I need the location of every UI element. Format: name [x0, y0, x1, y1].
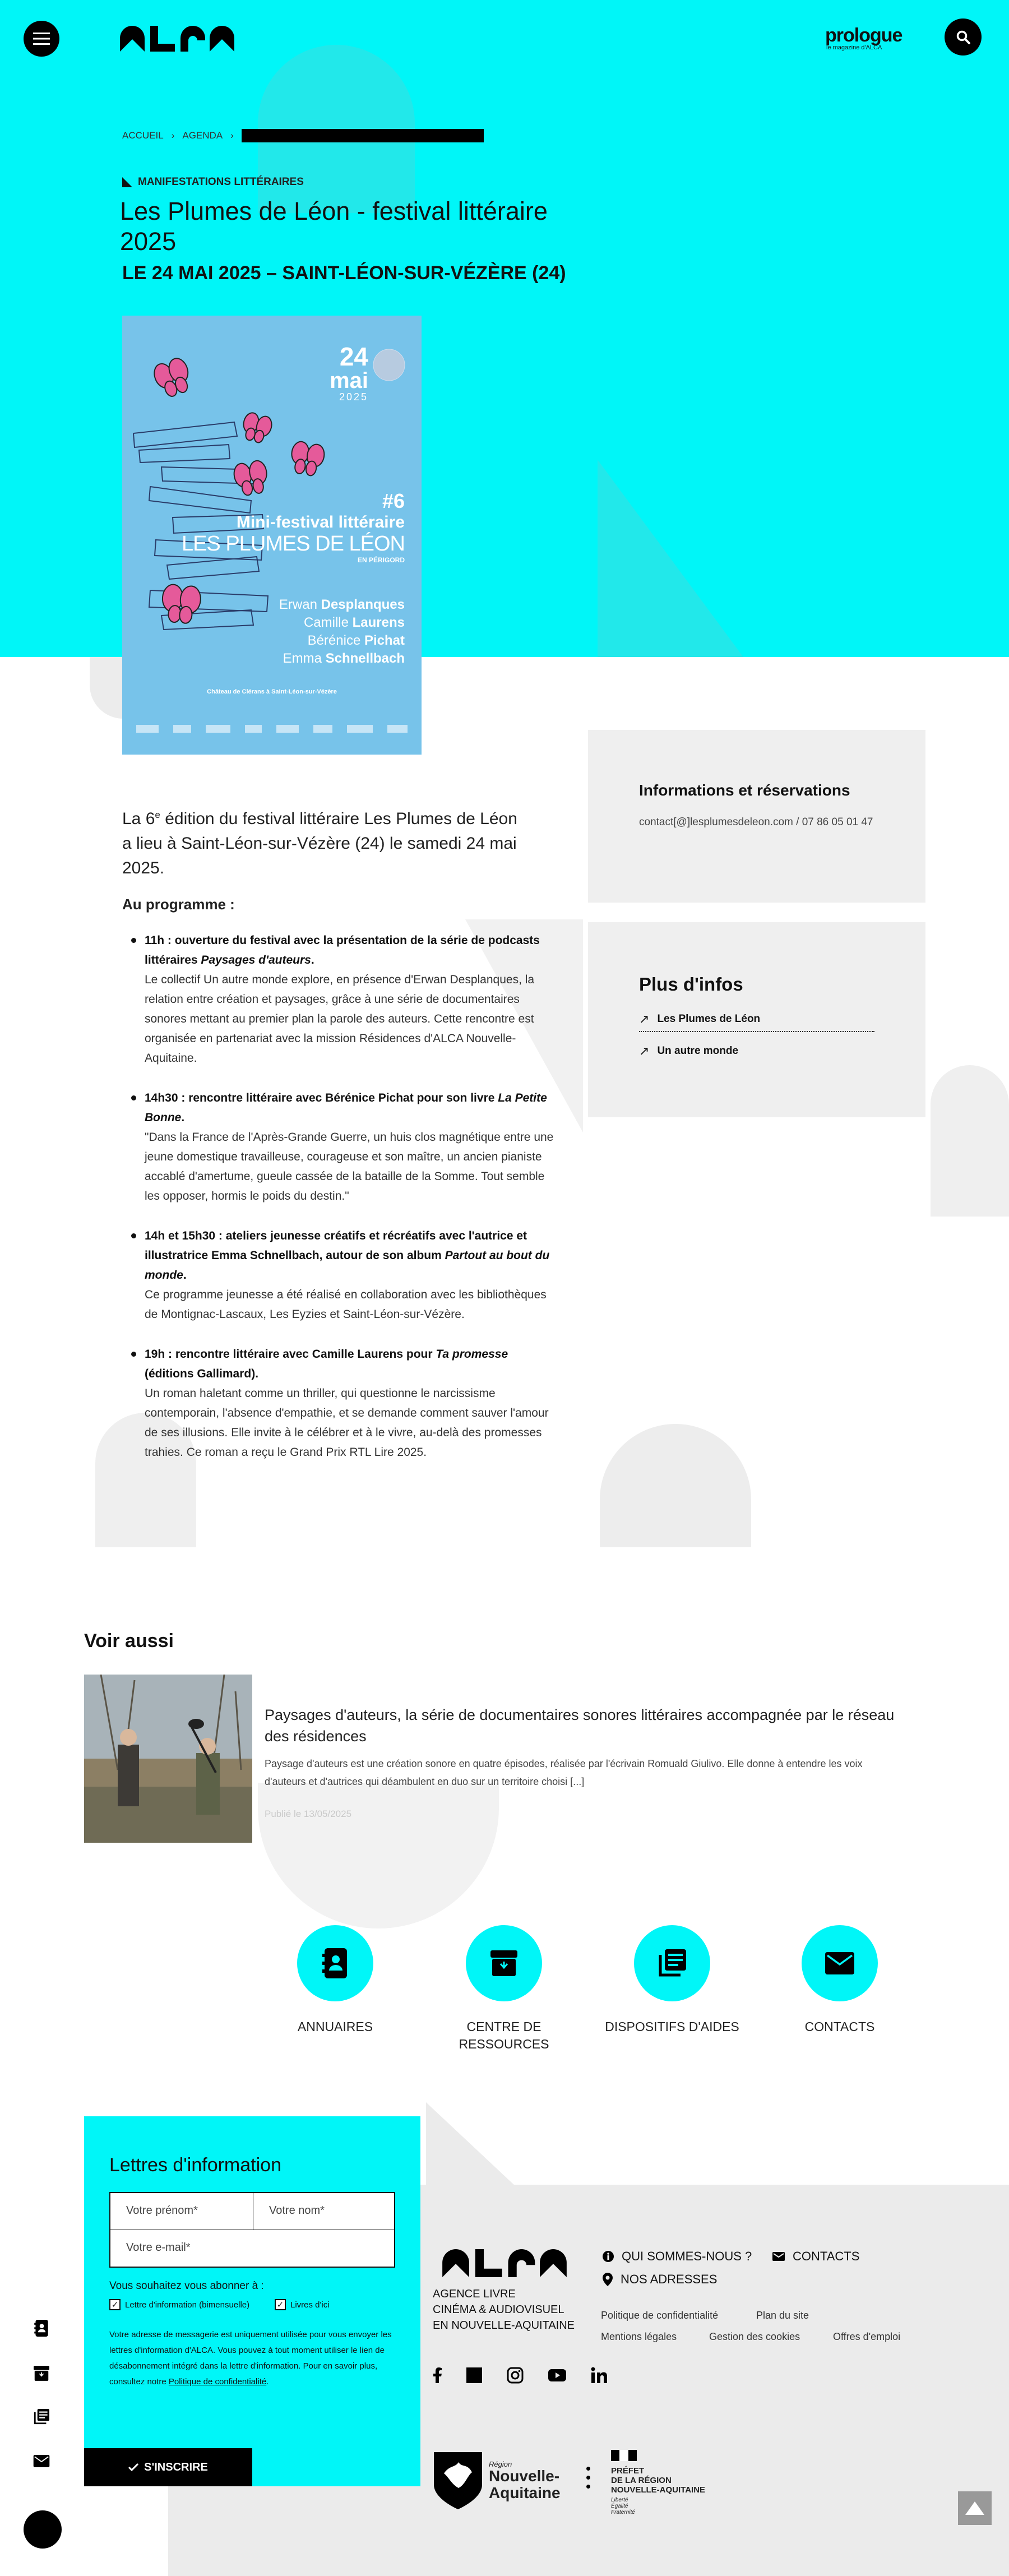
- prefet-logo[interactable]: [611, 2450, 705, 2515]
- programme-item-text: Le collectif Un autre monde explore, en présence d'Erwan Desplanques, la relation entre création et paysages, grâce à une série de documentaires sonores mettant au premier plan la parole des auteurs. Cette rencontre est organisée en partenariat avec la mission Résidences d'ALCA Nouvelle-Aquitaine.: [145, 973, 535, 1065]
- poster-author-last: Schnellbach: [325, 651, 405, 666]
- devise-line: Égalité: [611, 2503, 628, 2509]
- tile-label: DISPOSITIFS D'AIDES: [605, 2019, 739, 2034]
- programme-item-title: [145, 1229, 549, 1282]
- tagline-line: CINÉMA & AUDIOVISUEL: [433, 2304, 564, 2316]
- prologue-wordmark: prologue: [825, 25, 902, 46]
- linkedin-icon[interactable]: [591, 2367, 608, 2384]
- privacy-policy-link[interactable]: Politique de confidentialité: [168, 2377, 267, 2387]
- devise: [611, 2497, 705, 2515]
- footer-alca-logo[interactable]: [433, 2249, 576, 2277]
- programme-item-text: Un roman haletant comme un thriller, qui questionne le narcissisme contemporain, l'absence d'empathie, et se demande comment sauver l'amour de ses illusions. Elle invite à le célébrer et à le vivre, au-delà des promesses trahies. Ce roman a reçu le Grand Prix RTL Lire 2025.: [145, 1387, 549, 1459]
- checkbox-checked-icon: ✓: [275, 2299, 286, 2310]
- tile-circle: [634, 1925, 710, 2001]
- marianne-flag-icon: [611, 2450, 637, 2461]
- last-name-input[interactable]: Votre nom*: [253, 2193, 394, 2230]
- prefet-line: NOUVELLE-AQUITAINE: [611, 2485, 706, 2495]
- poster-author-first: Camille: [303, 615, 349, 630]
- poster-year: 2025: [339, 391, 368, 403]
- floating-round-button[interactable]: [24, 2510, 62, 2549]
- see-also-date: Publié le 13/05/2025: [265, 1809, 352, 1819]
- poster-heading: [182, 489, 405, 564]
- hamburger-menu-icon: [33, 33, 50, 45]
- see-also-title[interactable]: Paysages d'auteurs, la série de documentaires sonores littéraires accompagnée par le réseau des résidences: [265, 1706, 895, 1745]
- checkmark-icon: [128, 2463, 138, 2471]
- floating-aides-button[interactable]: [33, 2408, 50, 2426]
- intro-text: édition du festival littéraire Les Plumes de Léon a lieu à Saint-Léon-sur-Vézère (24) le samedi 24 mai 2025.: [122, 810, 517, 877]
- footer-sitemap-link[interactable]: Plan du site: [756, 2310, 809, 2321]
- footer-cookies-link[interactable]: Gestion des cookies: [709, 2331, 800, 2342]
- tile-centre-ressources[interactable]: [437, 1925, 571, 2053]
- footer-link-label: QUI SOMMES-NOUS ?: [622, 2249, 752, 2263]
- tile-circle: [466, 1925, 542, 2001]
- see-also-description: Paysage d'auteurs est une création sonore en quatre épisodes, réalisée par l'écrivain Romuald Giulivo. Elle donne à entendre les voix d'auteurs et d'autrices qui déambulent en duo sur un territoire choisi [...]: [265, 1758, 863, 1787]
- programme-item: [145, 1226, 554, 1324]
- arrow-up-right-icon: ↗: [639, 1012, 650, 1026]
- poster-month: mai: [330, 368, 368, 393]
- map-pin-icon: [603, 2273, 613, 2286]
- programme-time-text: 14h30 : rencontre littéraire avec Bérénice Pichat pour son livre: [145, 1092, 498, 1104]
- documents-icon: [34, 2409, 49, 2425]
- event-poster: [122, 316, 422, 755]
- alca-logo[interactable]: [120, 26, 234, 52]
- programme-work-title: La Petite Bonne: [145, 1092, 547, 1124]
- triangle-icon: [122, 177, 132, 187]
- programme-work-title: Paysages d'auteurs: [201, 954, 311, 966]
- footer-jobs-link[interactable]: Offres d'emploi: [833, 2331, 901, 2342]
- programme-item-text: Ce programme jeunesse a été réalisé en collaboration avec les bibliothèques de Montignac-Lascaux, Les Eyzies et Saint-Léon-sur-Vézère.: [145, 1288, 547, 1321]
- link-plumes-de-leon[interactable]: [639, 1007, 874, 1032]
- breadcrumb-home[interactable]: ACCUEIL: [122, 130, 164, 141]
- x-twitter-icon[interactable]: [466, 2367, 482, 2383]
- envelope-icon: [33, 2455, 50, 2467]
- poster-date: [330, 344, 368, 402]
- devise-line: Liberté: [611, 2497, 628, 2503]
- region-nouvelle-aquitaine-logo[interactable]: [433, 2451, 561, 2510]
- region-text: [489, 2461, 561, 2501]
- social-links: [433, 2367, 608, 2384]
- programme-item-title: [145, 1348, 508, 1380]
- programme-time-text: 14h et 15h30 : ateliers jeunesse créatifs et récréatifs avec l'autrice et illustratrice Emma Schnellbach, autour de son album: [145, 1229, 527, 1262]
- arrow-up-icon: [965, 2501, 984, 2515]
- poster-line1: Mini-festival littéraire: [236, 513, 405, 531]
- programme-title-end: .: [181, 1111, 185, 1124]
- footer-addresses-link[interactable]: [603, 2272, 717, 2287]
- logos-separator: [586, 2467, 590, 2489]
- programme-work-title: Ta promesse: [436, 1348, 508, 1361]
- decorative-shape: [600, 1424, 751, 1547]
- checkbox-label: Livres d'ici: [290, 2300, 330, 2310]
- poster-edition: #6: [382, 489, 405, 512]
- back-to-top-button[interactable]: [958, 2491, 992, 2525]
- newsletter-heading: Lettres d'information: [109, 2154, 281, 2176]
- prologue-logo[interactable]: [825, 25, 902, 51]
- archive-box-icon: [490, 1950, 517, 1976]
- decorative-shape: [426, 2102, 516, 2186]
- poster-author-first: Bérénice: [307, 633, 361, 648]
- checkbox-label: Lettre d'information (bimensuelle): [125, 2300, 250, 2310]
- floating-ressources-button[interactable]: [33, 2364, 50, 2382]
- checkbox-checked-icon: ✓: [109, 2299, 121, 2310]
- checkbox-livres-dici[interactable]: [275, 2299, 330, 2310]
- legal-text-end: .: [266, 2377, 269, 2387]
- info-contact: contact[@]lesplumesdeleon.com / 07 86 05 01 47: [639, 816, 873, 828]
- prefet-text: [611, 2466, 705, 2495]
- intro-text: La 6: [122, 810, 155, 828]
- poster-line2: LES PLUMES DE LÉON: [181, 532, 405, 556]
- tile-label: CENTRE DE RESSOURCES: [459, 2019, 549, 2051]
- decorative-shape: [931, 1065, 1009, 1217]
- poster-author-last: Desplanques: [321, 597, 405, 612]
- footer-privacy-link[interactable]: Politique de confidentialité: [601, 2310, 719, 2321]
- prologue-tagline: le magazine d'ALCA: [826, 44, 882, 51]
- event-category: [122, 176, 304, 188]
- subscribe-label: S'INSCRIRE: [144, 2461, 208, 2473]
- info-box: [588, 730, 925, 903]
- info-icon: [603, 2251, 614, 2262]
- newsletter-form: [109, 2192, 395, 2268]
- footer-link-label: CONTACTS: [793, 2249, 860, 2263]
- link-un-autre-monde[interactable]: [639, 1039, 874, 1063]
- programme-item-title: [145, 1092, 547, 1124]
- newsletter-box: [84, 2116, 420, 2486]
- see-also-heading: Voir aussi: [84, 1630, 174, 1652]
- info-title: Informations et réservations: [639, 781, 850, 799]
- intro-sup: e: [155, 810, 160, 820]
- region-small: Région: [489, 2459, 512, 2468]
- footer-tagline: [433, 2286, 575, 2333]
- programme-list: [145, 931, 554, 1482]
- programme-item-title: [145, 934, 540, 966]
- poster-author-last: Laurens: [352, 615, 405, 630]
- event-intro: [122, 803, 526, 881]
- tile-annuaires[interactable]: [268, 1925, 402, 2036]
- floating-contacts-button[interactable]: [33, 2452, 50, 2470]
- footer-about-link[interactable]: [603, 2249, 752, 2264]
- region-shield-icon: [433, 2451, 483, 2510]
- tile-contacts[interactable]: [772, 1925, 907, 2036]
- checkbox-newsletter[interactable]: [109, 2299, 249, 2310]
- tile-circle: [802, 1925, 878, 2001]
- address-book-icon: [322, 1948, 348, 1978]
- devise-line: Fraternité: [611, 2509, 635, 2515]
- breadcrumb-current-redacted: [242, 129, 484, 142]
- footer-legal-link[interactable]: Mentions légales: [601, 2331, 677, 2342]
- youtube-icon[interactable]: [548, 2369, 566, 2381]
- link-label: Les Plumes de Léon: [657, 1013, 761, 1025]
- programme-item: [145, 1344, 554, 1462]
- programme-work-title: Partout au bout du monde: [145, 1249, 550, 1282]
- poster-line3: EN PÉRIGORD: [357, 556, 405, 564]
- facebook-icon[interactable]: [433, 2367, 442, 2383]
- chevron-right-icon: ›: [230, 130, 234, 141]
- subscribe-button[interactable]: [84, 2448, 252, 2486]
- programme-heading: Au programme :: [122, 896, 235, 913]
- legal-text: Votre adresse de messagerie est uniquement utilisée pour vous envoyer les lettres d'information d'ALCA. Vous pouvez à tout moment utiliser le lien de désabonnement intégré dans la lettre d'information. Pour en savoir plus, consultez notre: [109, 2330, 392, 2387]
- poster-author-first: Erwan: [279, 597, 317, 612]
- menu-button[interactable]: [24, 21, 59, 57]
- instagram-icon[interactable]: [507, 2367, 524, 2384]
- tile-label: CONTACTS: [804, 2019, 875, 2034]
- breadcrumb: [122, 129, 484, 142]
- tile-label: ANNUAIRES: [297, 2019, 373, 2034]
- tagline-line: AGENCE LIVRE: [433, 2288, 516, 2300]
- see-also-photo[interactable]: [84, 1675, 252, 1843]
- programme-item: [145, 1088, 554, 1206]
- tile-dispositifs-aides[interactable]: [605, 1925, 739, 2036]
- chevron-right-icon: ›: [171, 130, 175, 141]
- programme-title-end: .: [183, 1269, 187, 1282]
- address-book-icon: [34, 2320, 49, 2337]
- poster-venue: Château de Clérans à Saint-Léon-sur-Vézère: [207, 688, 337, 695]
- link-label: Un autre monde: [657, 1045, 739, 1057]
- region-name: Aquitaine: [489, 2483, 561, 2501]
- more-info-title: Plus d'infos: [639, 974, 743, 995]
- envelope-icon: [825, 1952, 854, 1974]
- footer-link-label: NOS ADRESSES: [621, 2272, 718, 2286]
- newsletter-ask: Vous souhaitez vous abonner à :: [109, 2280, 264, 2292]
- breadcrumb-agenda[interactable]: AGENDA: [182, 130, 223, 141]
- email-input[interactable]: Votre e-mail*: [126, 2241, 191, 2254]
- search-icon: [956, 30, 970, 44]
- first-name-input[interactable]: Votre prénom*: [110, 2193, 253, 2230]
- programme-time-text: 19h : rencontre littéraire avec Camille Laurens pour: [145, 1348, 436, 1361]
- programme-time-text: 11h : ouverture du festival avec la présentation de la série de podcasts littéraires: [145, 934, 540, 966]
- search-button[interactable]: [945, 19, 982, 56]
- floating-annuaires-button[interactable]: [33, 2319, 50, 2337]
- poster-author-last: Pichat: [364, 633, 405, 648]
- envelope-icon: [772, 2252, 785, 2261]
- programme-item: [145, 931, 554, 1068]
- arrow-up-right-icon: ↗: [639, 1044, 650, 1058]
- tagline-line: EN NOUVELLE-AQUITAINE: [433, 2319, 575, 2332]
- tile-circle: [297, 1925, 373, 2001]
- poster-authors: [279, 596, 405, 668]
- programme-title-end: .: [311, 954, 314, 966]
- poster-partner-logos: [136, 725, 408, 736]
- event-date-place: LE 24 MAI 2025 – SAINT-LÉON-SUR-VÉZÈRE (24): [122, 262, 566, 284]
- poster-author-first: Emma: [283, 651, 322, 666]
- archive-box-icon: [34, 2366, 49, 2381]
- prefet-line: PRÉFET: [611, 2466, 645, 2476]
- newsletter-legal: [109, 2327, 395, 2390]
- footer-contacts-link[interactable]: [772, 2249, 859, 2264]
- more-info-box: [588, 922, 925, 1117]
- poster-day: 24: [339, 342, 368, 371]
- prefet-line: DE LA RÉGION: [611, 2476, 672, 2485]
- category-label: MANIFESTATIONS LITTÉRAIRES: [138, 176, 304, 188]
- documents-icon: [658, 1949, 686, 1977]
- programme-title-end: (éditions Gallimard).: [145, 1367, 259, 1380]
- page-title: Les Plumes de Léon - festival littéraire 2025: [120, 197, 548, 256]
- region-name: Nouvelle-: [489, 2467, 560, 2485]
- programme-item-text: "Dans la France de l'Après-Grande Guerre, un huis clos magnétique entre une jeune domestique travailleuse, courageuse et son maître, un ancien pianiste accablé d'amertume, gueule cassée de la bataille de la Somme. Tout semble les opposer, hormis le poids du destin.": [145, 1131, 554, 1203]
- decorative-shape: [258, 1783, 499, 1928]
